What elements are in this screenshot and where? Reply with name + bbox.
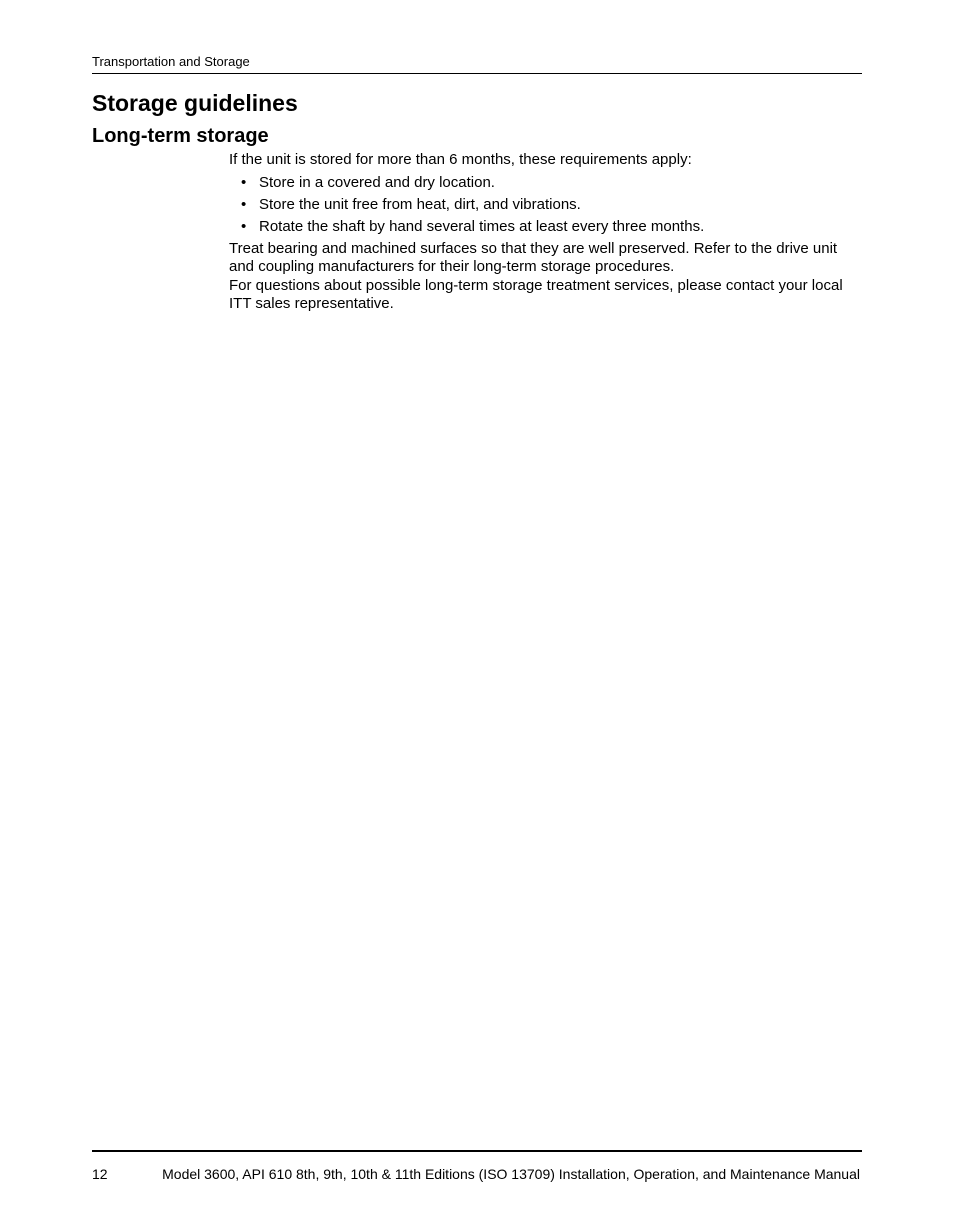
running-header: Transportation and Storage bbox=[92, 54, 250, 69]
page-heading: Storage guidelines bbox=[92, 90, 298, 116]
list-item bbox=[229, 174, 853, 193]
intro-paragraph: If the unit is stored for more than 6 months, these requirements apply: bbox=[229, 151, 692, 168]
list-item-text: Store the unit free from heat, dirt, and vibrations. bbox=[259, 195, 581, 213]
page-number: 12 bbox=[92, 1166, 108, 1182]
header-divider bbox=[92, 73, 862, 74]
footer-divider bbox=[92, 1150, 862, 1152]
contact-paragraph: For questions about possible long-term storage treatment services, please contact your local ITT sales representative. bbox=[229, 276, 843, 312]
manual-title: Model 3600, API 610 8th, 9th, 10th & 11th Editions (ISO 13709) Installation, Operation, and Maintenance Manual bbox=[162, 1166, 860, 1182]
bullet-icon: • bbox=[241, 173, 247, 191]
list-item-text: Rotate the shaft by hand several times at least every three months. bbox=[259, 217, 705, 235]
requirements-list bbox=[229, 174, 853, 237]
preservation-paragraph: Treat bearing and machined surfaces so that they are well preserved. Refer to the drive unit and coupling manufacturers for their long-term storage procedures. bbox=[229, 239, 838, 275]
list-item bbox=[229, 218, 853, 237]
section-subheading: Long-term storage bbox=[92, 125, 269, 147]
list-item bbox=[229, 196, 853, 215]
bullet-icon: • bbox=[241, 217, 247, 235]
bullet-icon: • bbox=[241, 195, 247, 213]
list-item-text: Store in a covered and dry location. bbox=[259, 173, 495, 191]
body-content bbox=[229, 151, 853, 314]
